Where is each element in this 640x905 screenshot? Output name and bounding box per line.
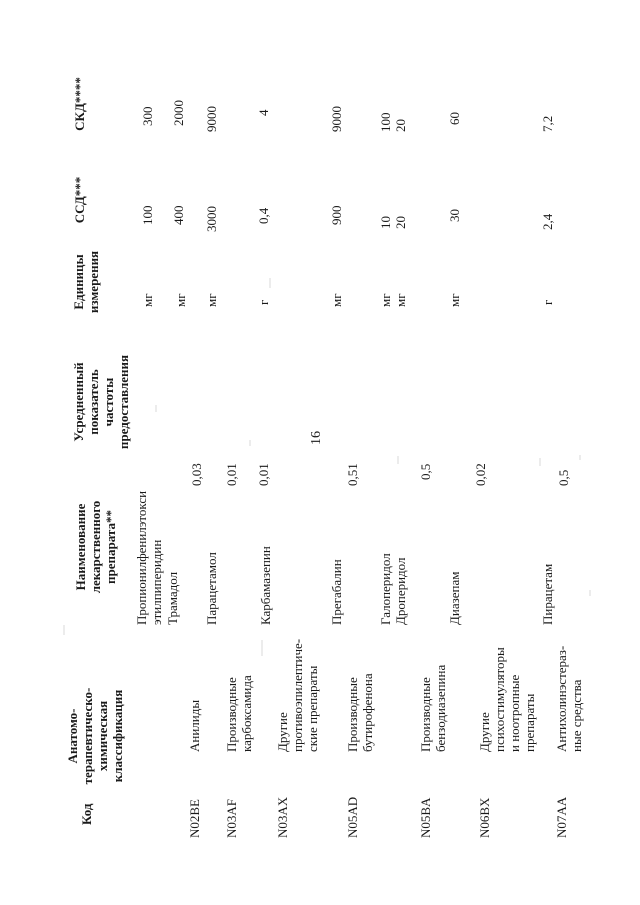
- class-line: Производные: [224, 677, 239, 752]
- freq-value: 0,01: [224, 463, 239, 486]
- header-atc-3: классификация: [110, 689, 125, 783]
- header-freq-2: частоты: [101, 377, 116, 427]
- class-line: Производные: [345, 677, 360, 752]
- units-value: мг: [378, 293, 393, 307]
- header-code-text: Код: [79, 803, 94, 825]
- freq-value: 0,03: [189, 463, 204, 486]
- class-line: карбоксамида: [239, 675, 254, 752]
- ssd-value: 400: [171, 205, 186, 225]
- drug-line: Пирацетам: [540, 563, 555, 625]
- ssd-value: 0,4: [256, 207, 271, 224]
- units-value: мг: [447, 293, 462, 307]
- class-line: противоэпилептиче-: [290, 638, 305, 752]
- class-line: ные средства: [569, 679, 584, 752]
- drug-line: Пропионилфенилэтокси: [134, 490, 149, 625]
- header-atc-1: терапевтическо-: [80, 687, 95, 785]
- header-atc-0: Анатомо-: [65, 708, 80, 764]
- ssd-value: 100: [140, 205, 155, 225]
- header-freq-0: Усредненный: [71, 362, 86, 442]
- skd-value: 7,2: [540, 115, 555, 132]
- code-value: N06BX: [477, 797, 492, 838]
- code-value: N02BE: [187, 799, 202, 838]
- skd-value: 4: [256, 109, 271, 116]
- ssd-value: 10: [378, 216, 393, 229]
- drug-line: Трамадол: [165, 571, 180, 625]
- drug-line: Парацетамол: [204, 552, 219, 625]
- class-line: бензодиазепина: [433, 664, 448, 752]
- header-units-0: Единицы: [71, 254, 86, 310]
- skd-value: 2000: [171, 100, 186, 126]
- units-value: мг: [173, 293, 188, 307]
- drug-line: этилпиперидин: [149, 539, 164, 625]
- skd-value: 300: [140, 106, 155, 126]
- header-skd-text: СКД****: [72, 77, 87, 131]
- header-freq-1: показатель: [86, 369, 101, 435]
- units-value: мг: [329, 293, 344, 307]
- skd-value: 20: [393, 119, 408, 132]
- class-line: и ноотропные: [507, 674, 522, 752]
- header-ssd-text: ССД***: [72, 176, 87, 224]
- code-value: N07AA: [554, 796, 569, 838]
- class-line: Другие: [477, 712, 492, 752]
- drug-line: Диазепам: [447, 571, 462, 625]
- class-line: Другие: [275, 712, 290, 752]
- units-value: мг: [393, 293, 408, 307]
- code-value: N03AX: [275, 796, 290, 838]
- units-value: мг: [204, 293, 219, 307]
- freq-value: 0,51: [345, 463, 360, 486]
- header-drug-2: препарата**: [103, 510, 118, 584]
- ssd-value: 900: [329, 205, 344, 225]
- freq-value: 0,01: [256, 463, 271, 486]
- class-line: Антихолинэстераз-: [554, 645, 569, 752]
- code-value: N05BA: [418, 797, 433, 838]
- units-value: мг: [140, 293, 155, 307]
- freq-value: 0,5: [556, 469, 571, 486]
- class-line: Анилиды: [187, 699, 202, 752]
- code-value: N03AF: [224, 798, 239, 838]
- skd-value: 60: [447, 112, 462, 125]
- header-freq-3: предоставления: [116, 354, 131, 450]
- header-atc-2: химическая: [95, 700, 110, 772]
- header-drug-0: Наименование: [73, 503, 88, 591]
- class-line: психостимуляторы: [492, 647, 507, 752]
- drug-line: Дроперидол: [393, 557, 408, 625]
- skd-value: 9000: [329, 106, 344, 132]
- skd-value: 9000: [204, 106, 219, 132]
- page-number-v: 16: [309, 431, 324, 445]
- drug-line: Прегабалин: [329, 559, 344, 625]
- ssd-value: 3000: [204, 206, 219, 232]
- ssd-value: 30: [447, 209, 462, 222]
- units-value: г: [540, 299, 555, 305]
- class-line: ские препараты: [305, 665, 320, 752]
- ssd-value: 2,4: [540, 213, 555, 230]
- header-drug-1: лекарственного: [88, 500, 103, 594]
- class-line: бутирофенона: [360, 673, 375, 752]
- units-value: г: [256, 299, 271, 305]
- freq-value: 0,02: [473, 463, 488, 486]
- header-units-1: измерения: [86, 250, 101, 314]
- drug-line: Галоперидол: [378, 553, 393, 625]
- class-line: препараты: [522, 693, 537, 752]
- ssd-value: 20: [393, 216, 408, 229]
- class-line: Производные: [418, 677, 433, 752]
- code-value: N05AD: [345, 796, 360, 838]
- freq-value: 0,5: [418, 463, 433, 480]
- drug-line: Карбамазепин: [258, 546, 273, 625]
- skd-value: 100: [378, 112, 393, 132]
